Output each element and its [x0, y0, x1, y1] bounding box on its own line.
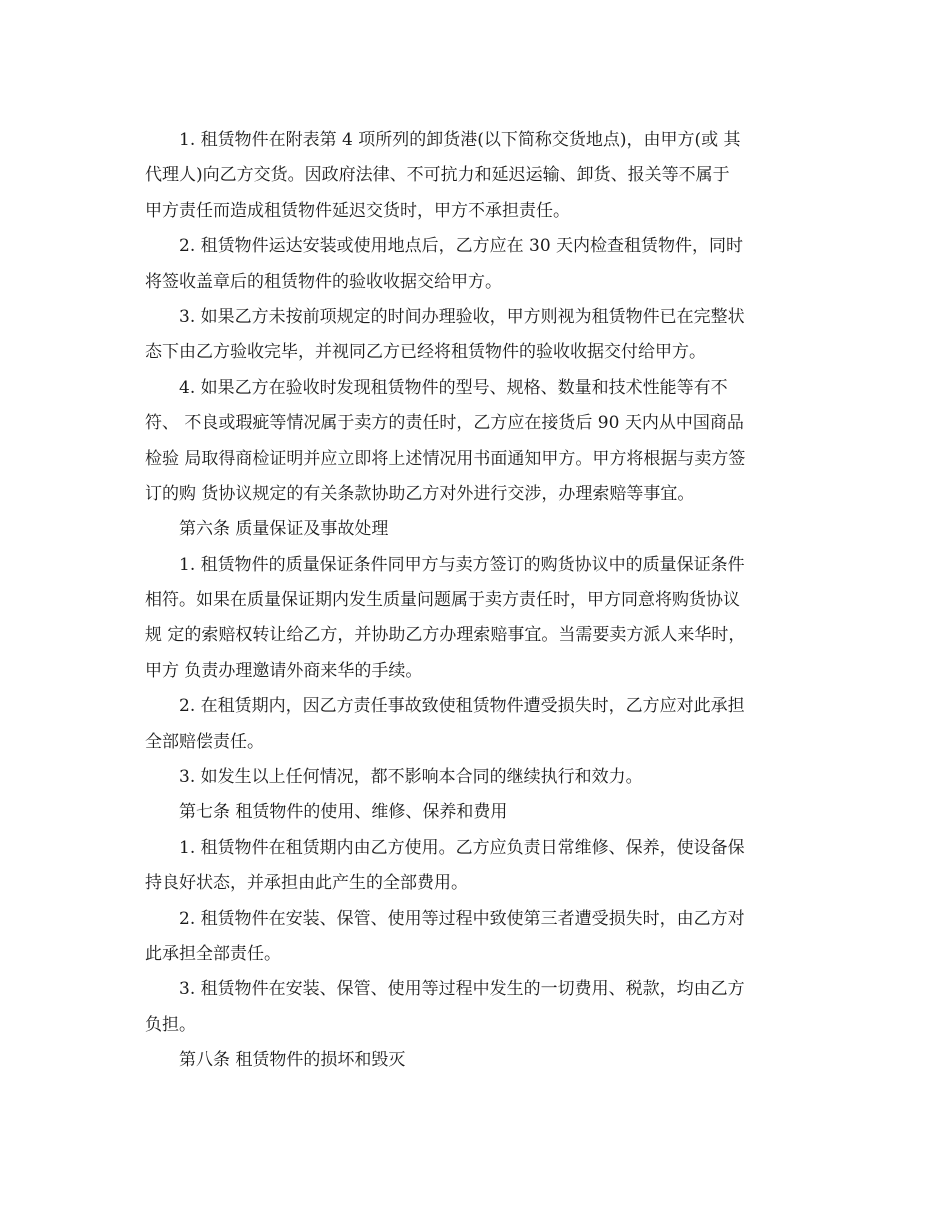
clause-paragraph — [145, 831, 800, 902]
clause-paragraph — [145, 760, 800, 795]
text-line: 甲方 负责办理邀请外商来华的手续。 — [145, 660, 423, 681]
text-line: 第八条 租赁物件的损坏和毁灭 — [179, 1050, 406, 1071]
text-line: 2. 租赁物件运达安装或使用地点后，乙方应在 30 天内检查租赁物件，同时 — [179, 236, 744, 257]
text-line: 2. 租赁物件在安装、保管、使用等过程中致使第三者遭受损失时，由乙方对 — [179, 908, 745, 929]
text-line: 订的购 货协议规定的有关条款协助乙方对外进行交涉，办理索赔等事宜。 — [145, 483, 695, 504]
text-line: 3. 如果乙方未按前项规定的时间办理验收，甲方则视为租赁物件已在完整状 — [179, 306, 745, 327]
clause-paragraph — [145, 902, 800, 973]
text-line: 3. 如发生以上任何情况，都不影响本合同的继续执行和效力。 — [179, 767, 643, 788]
text-line: 此承担全部责任。 — [145, 943, 281, 964]
clause-paragraph — [145, 300, 800, 371]
text-line: 符、 不良或瑕疵等情况属于卖方的责任时，乙方应在接货后 90 天内从中国商品 — [145, 413, 744, 434]
text-line: 第七条 租赁物件的使用、维修、保养和费用 — [179, 802, 508, 823]
text-line: 检验 局取得商检证明并应立即将上述情况用书面通知甲方。甲方将根据与卖方签 — [145, 448, 746, 469]
text-line: 第六条 质量保证及事故处理 — [179, 519, 389, 540]
text-line: 代理人)向乙方交货。因政府法律、不可抗力和延迟运输、卸货、报关等不属于 — [145, 165, 730, 186]
clause-paragraph — [145, 371, 800, 513]
clause-paragraph — [145, 229, 800, 300]
text-line: 4. 如果乙方在验收时发现租赁物件的型号、规格、数量和技术性能等有不 — [179, 377, 728, 398]
clause-paragraph — [145, 548, 800, 690]
text-line: 甲方责任而造成租赁物件延迟交货时，甲方不承担责任。 — [145, 200, 570, 221]
text-line: 持良好状态，并承担由此产生的全部费用。 — [145, 873, 468, 894]
text-line: 1. 租赁物件在附表第 4 项所列的卸货港(以下简称交货地点)，由甲方(或 其 — [179, 130, 741, 150]
text-line: 3. 租赁物件在安装、保管、使用等过程中发生的一切费用、税款，均由乙方 — [179, 979, 745, 1000]
clause-paragraph — [145, 972, 800, 1043]
text-line: 1. 租赁物件在租赁期内由乙方使用。乙方应负责日常维修、保养，使设备保 — [179, 837, 745, 858]
clause-paragraph — [145, 123, 800, 229]
text-line: 态下由乙方验收完毕，并视同乙方已经将租赁物件的验收收据交付给甲方。 — [145, 342, 706, 363]
text-line: 负担。 — [145, 1014, 196, 1035]
text-line: 规 定的索赔权转让给乙方，并协助乙方办理索赔事宜。当需要卖方派人来华时， — [145, 625, 746, 646]
text-line: 全部赔偿责任。 — [145, 731, 264, 752]
clause-paragraph — [145, 689, 800, 760]
text-line: 将签收盖章后的租赁物件的验收收据交给甲方。 — [145, 271, 502, 292]
text-line: 1. 租赁物件的质量保证条件同甲方与卖方签订的购货协议中的质量保证条件 — [179, 554, 745, 575]
article-heading — [145, 1043, 800, 1078]
article-heading — [145, 512, 800, 547]
document-body — [145, 123, 800, 1079]
text-line: 2. 在租赁期内，因乙方责任事故致使租赁物件遭受损失时，乙方应对此承担 — [179, 696, 745, 717]
text-line: 相符。如果在质量保证期内发生质量问题属于卖方责任时，甲方同意将购货协议 — [145, 590, 740, 611]
article-heading — [145, 795, 800, 830]
